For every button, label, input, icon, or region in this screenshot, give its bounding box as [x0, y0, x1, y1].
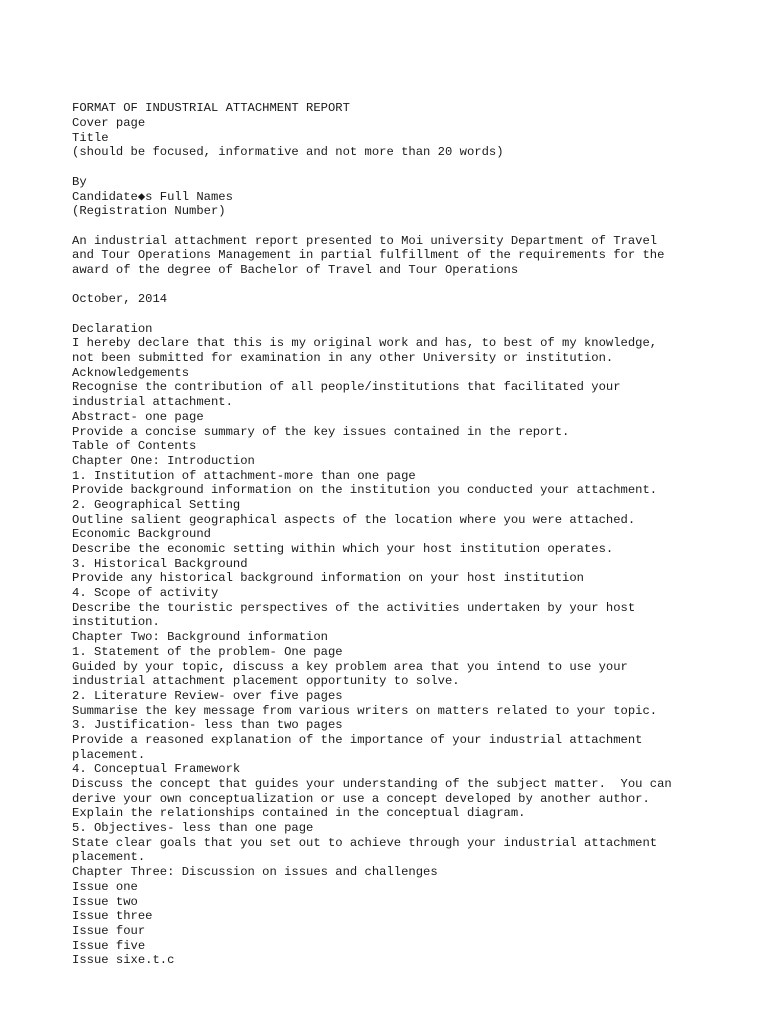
text-line: 3. Justification- less than two pages [72, 718, 343, 733]
text-line: institution. [72, 615, 160, 630]
text-line: Provide any historical background information on your host institution [72, 571, 584, 586]
text-line: Abstract- one page [72, 409, 204, 424]
text-line: Issue three [72, 909, 153, 924]
text-line: award of the degree of Bachelor of Travel and Tour Operations [72, 262, 519, 277]
text-line: Explain the relationships contained in the conceptual diagram. [72, 806, 526, 821]
text-line: Describe the touristic perspectives of the activities undertaken by your host [72, 600, 636, 615]
text-line: Outline salient geographical aspects of the location where you were attached. [72, 512, 636, 527]
text-line: not been submitted for examination in any other University or institution. [72, 351, 614, 366]
text-line: Recognise the contribution of all people/institutions that facilitated your [72, 380, 621, 395]
text-line: 4. Conceptual Framework [72, 762, 241, 777]
text-line: Issue two [72, 894, 138, 909]
text-line: I hereby declare that this is my original work and has, to best of my knowledge, [72, 336, 658, 351]
blank-line [72, 278, 712, 293]
text-line: (Registration Number) [72, 204, 226, 219]
text-line: Provide a reasoned explanation of the importance of your industrial attachment [72, 732, 643, 747]
text-line: Describe the economic setting within which your host institution operates. [72, 542, 614, 557]
text-line: 1. Institution of attachment-more than one page [72, 468, 416, 483]
text-line: Chapter Three: Discussion on issues and challenges [72, 865, 438, 880]
text-line: Economic Background [72, 527, 211, 542]
text-line: Acknowledgements [72, 365, 190, 380]
text-line: industrial attachment. [72, 395, 233, 410]
text-line: Cover page [72, 116, 146, 131]
text-line: 3. Historical Background [72, 556, 248, 571]
text-line: placement. [72, 850, 146, 865]
text-line: Discuss the concept that guides your understanding of the subject matter. You can [72, 777, 672, 792]
text-line: Table of Contents [72, 439, 197, 454]
text-line: derive your own conceptualization or use a concept developed by another author. [72, 791, 650, 806]
blank-line [72, 307, 712, 322]
text-line: By [72, 174, 87, 189]
text-line: (should be focused, informative and not more than 20 words) [72, 145, 504, 160]
text-line: An industrial attachment report presented to Moi university Department of Travel [72, 233, 658, 248]
text-line: Declaration [72, 321, 153, 336]
text-line: Provide a concise summary of the key issues contained in the report. [72, 424, 570, 439]
text-line: FORMAT OF INDUSTRIAL ATTACHMENT REPORT [72, 101, 350, 116]
text-line: State clear goals that you set out to achieve through your industrial attachment [72, 835, 658, 850]
text-line: Issue four [72, 923, 146, 938]
text-line: 2. Geographical Setting [72, 497, 241, 512]
text-line: 1. Statement of the problem- One page [72, 644, 343, 659]
text-line: Guided by your topic, discuss a key problem area that you intend to use your [72, 659, 628, 674]
text-line: Candidate◆s Full Names [72, 189, 233, 204]
text-line: Chapter One: Introduction [72, 453, 255, 468]
text-line: Title [72, 130, 109, 145]
text-line: industrial attachment placement opportunity to solve. [72, 674, 460, 689]
text-line: placement. [72, 747, 146, 762]
blank-line [72, 219, 712, 234]
document-body [72, 72, 712, 968]
text-line: Summarise the key message from various writers on matters related to your topic. [72, 703, 658, 718]
text-line: Issue sixe.t.c [72, 953, 175, 968]
text-line: Chapter Two: Background information [72, 630, 328, 645]
text-line: October, 2014 [72, 292, 168, 307]
text-line: Provide background information on the institution you conducted your attachment. [72, 483, 658, 498]
text-line: 2. Literature Review- over five pages [72, 688, 343, 703]
text-line: Issue five [72, 938, 146, 953]
text-line: and Tour Operations Management in partial fulfillment of the requirements for the [72, 248, 665, 263]
blank-line [72, 160, 712, 175]
text-line: Issue one [72, 879, 138, 894]
text-line: 5. Objectives- less than one page [72, 821, 314, 836]
text-line: 4. Scope of activity [72, 586, 219, 601]
